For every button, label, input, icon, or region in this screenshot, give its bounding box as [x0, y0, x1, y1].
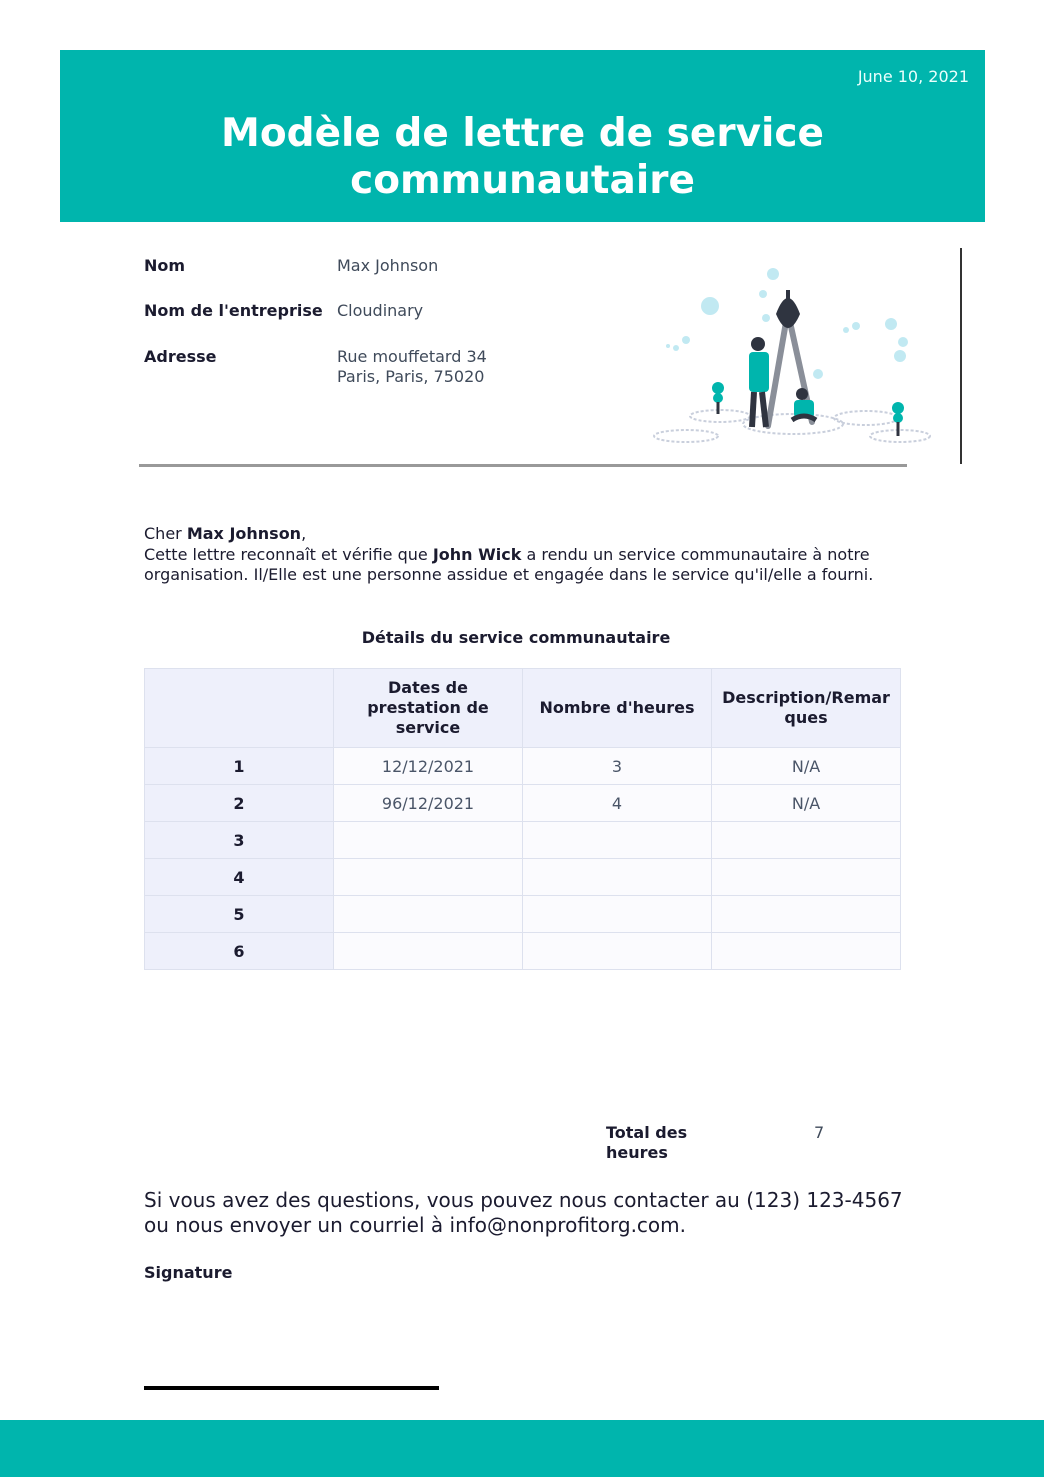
service-details-table: [144, 668, 901, 970]
hours-cell: [523, 896, 712, 933]
total-hours-value: 7: [814, 1123, 825, 1142]
company-value: Cloudinary: [337, 301, 424, 320]
address-line-2: Paris, Paris, 75020: [337, 367, 485, 386]
letter-date: June 10, 2021: [857, 67, 969, 86]
greeting-prefix: Cher: [144, 524, 187, 543]
remarks-cell: [712, 822, 901, 859]
volunteer-name: John Wick: [432, 544, 522, 564]
horizontal-divider: [139, 464, 907, 467]
row-number: 1: [145, 748, 334, 785]
table-row: [145, 748, 901, 785]
address-label: Adresse: [144, 347, 217, 366]
greeting-name: Max Johnson: [186, 524, 302, 543]
date-cell: [334, 859, 523, 896]
remarks-cell: [712, 933, 901, 970]
header-cell: Description/Remarques: [712, 669, 901, 748]
company-label: Nom de l'entreprise: [144, 301, 323, 320]
date-cell: 96/12/2021: [334, 785, 523, 822]
row-number: 2: [145, 785, 334, 822]
date-cell: [334, 933, 523, 970]
hours-cell: [523, 933, 712, 970]
remarks-cell: [712, 896, 901, 933]
contact-paragraph: Si vous avez des questions, vous pouvez nous contacter au (123) 123-4567 ou nous envoyer un courriel à info@nonprofitorg.com.: [144, 1188, 903, 1237]
date-cell: [334, 896, 523, 933]
hours-cell: [523, 822, 712, 859]
date-cell: 12/12/2021: [334, 748, 523, 785]
body-prefix: Cette lettre reconnaît et vérifie que: [144, 544, 433, 564]
total-hours-label: Total des heures: [606, 1123, 688, 1162]
header-banner: [60, 50, 985, 222]
letter-body: [144, 524, 904, 586]
body-suffix: a rendu un service communautaire à notre organisation. Il/Elle est une personne assidue et engagée dans le service qu'il/elle a fourni.: [144, 544, 874, 584]
table-row: [145, 785, 901, 822]
header-cell: Nombre d'heures: [523, 669, 712, 748]
address-line-1: Rue mouffetard 34: [337, 347, 487, 366]
table-row: [145, 933, 901, 970]
greeting-suffix: ,: [301, 524, 307, 543]
row-number: 4: [145, 859, 334, 896]
page-title: Modèle de lettre de service communautaire: [221, 111, 824, 203]
name-label: Nom: [144, 256, 186, 275]
table-title: Détails du service communautaire: [361, 628, 671, 647]
remarks-cell: [712, 859, 901, 896]
header-cell: Dates de prestation de service: [334, 669, 523, 748]
remarks-cell: N/A: [712, 785, 901, 822]
hours-cell: 3: [523, 748, 712, 785]
address-value: [337, 347, 487, 387]
signature-line: [144, 1386, 439, 1390]
row-number: 5: [145, 896, 334, 933]
community-illustration: [648, 262, 938, 452]
table-header-row: [145, 669, 901, 748]
footer-banner: [0, 1420, 1044, 1477]
row-number: 6: [145, 933, 334, 970]
signature-label: Signature: [144, 1263, 233, 1282]
date-cell: [334, 822, 523, 859]
name-value: Max Johnson: [337, 256, 439, 275]
row-number: 3: [145, 822, 334, 859]
table-row: [145, 822, 901, 859]
vertical-divider: [960, 248, 962, 464]
hours-cell: [523, 859, 712, 896]
table-row: [145, 896, 901, 933]
header-cell: [145, 669, 334, 748]
remarks-cell: N/A: [712, 748, 901, 785]
hours-cell: 4: [523, 785, 712, 822]
table-row: [145, 859, 901, 896]
